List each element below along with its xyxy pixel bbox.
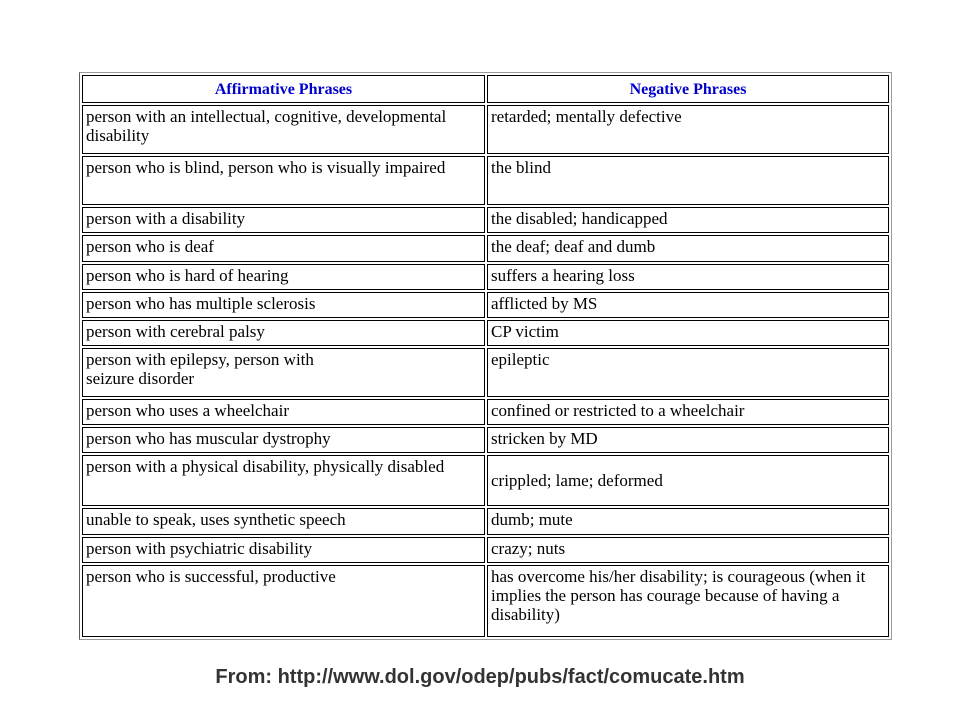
- phrases-table: [80, 73, 891, 639]
- negative-header: Negative Phrases: [487, 75, 889, 103]
- table-row: [82, 427, 889, 453]
- table-row: [82, 508, 889, 534]
- negative-cell: the deaf; deaf and dumb: [487, 235, 889, 261]
- affirmative-cell: person who is hard of hearing: [82, 264, 485, 290]
- table-row: [82, 537, 889, 563]
- negative-cell: afflicted by MS: [487, 292, 889, 318]
- affirmative-header: Affirmative Phrases: [82, 75, 485, 103]
- negative-cell: dumb; mute: [487, 508, 889, 534]
- affirmative-cell: person who is blind, person who is visually impaired: [82, 156, 485, 205]
- negative-cell: stricken by MD: [487, 427, 889, 453]
- negative-cell: has overcome his/her disability; is courageous (when it implies the person has courage because of having a disability): [487, 565, 889, 637]
- table-row: [82, 156, 889, 205]
- negative-cell: confined or restricted to a wheelchair: [487, 399, 889, 425]
- affirmative-cell: person who has multiple sclerosis: [82, 292, 485, 318]
- table-row: [82, 105, 889, 154]
- affirmative-cell: unable to speak, uses synthetic speech: [82, 508, 485, 534]
- table-row: [82, 207, 889, 233]
- table-row: [82, 292, 889, 318]
- table-row: [82, 264, 889, 290]
- table-row: [82, 565, 889, 637]
- phrases-table-frame: [79, 72, 892, 640]
- table-row: [82, 320, 889, 346]
- affirmative-cell: person with a disability: [82, 207, 485, 233]
- table-row: [82, 455, 889, 506]
- negative-cell: crippled; lame; deformed: [487, 455, 889, 506]
- affirmative-cell: person with psychiatric disability: [82, 537, 485, 563]
- affirmative-cell: person with a physical disability, physically disabled: [82, 455, 485, 506]
- negative-cell: retarded; mentally defective: [487, 105, 889, 154]
- negative-cell: crazy; nuts: [487, 537, 889, 563]
- affirmative-cell: person who is deaf: [82, 235, 485, 261]
- negative-cell: the disabled; handicapped: [487, 207, 889, 233]
- affirmative-cell: person who has muscular dystrophy: [82, 427, 485, 453]
- negative-cell: epileptic: [487, 348, 889, 397]
- affirmative-cell: person with cerebral palsy: [82, 320, 485, 346]
- negative-cell: CP victim: [487, 320, 889, 346]
- table-header-row: [82, 75, 889, 103]
- negative-cell: the blind: [487, 156, 889, 205]
- affirmative-cell: person who is successful, productive: [82, 565, 485, 637]
- affirmative-cell: person with an intellectual, cognitive, developmental disability: [82, 105, 485, 154]
- affirmative-cell: person who uses a wheelchair: [82, 399, 485, 425]
- table-row: [82, 348, 889, 397]
- negative-cell: suffers a hearing loss: [487, 264, 889, 290]
- affirmative-cell: person with epilepsy, person with seizure disorder: [82, 348, 485, 397]
- source-citation: From: http://www.dol.gov/odep/pubs/fact/comucate.htm: [215, 666, 745, 688]
- table-row: [82, 399, 889, 425]
- table-row: [82, 235, 889, 261]
